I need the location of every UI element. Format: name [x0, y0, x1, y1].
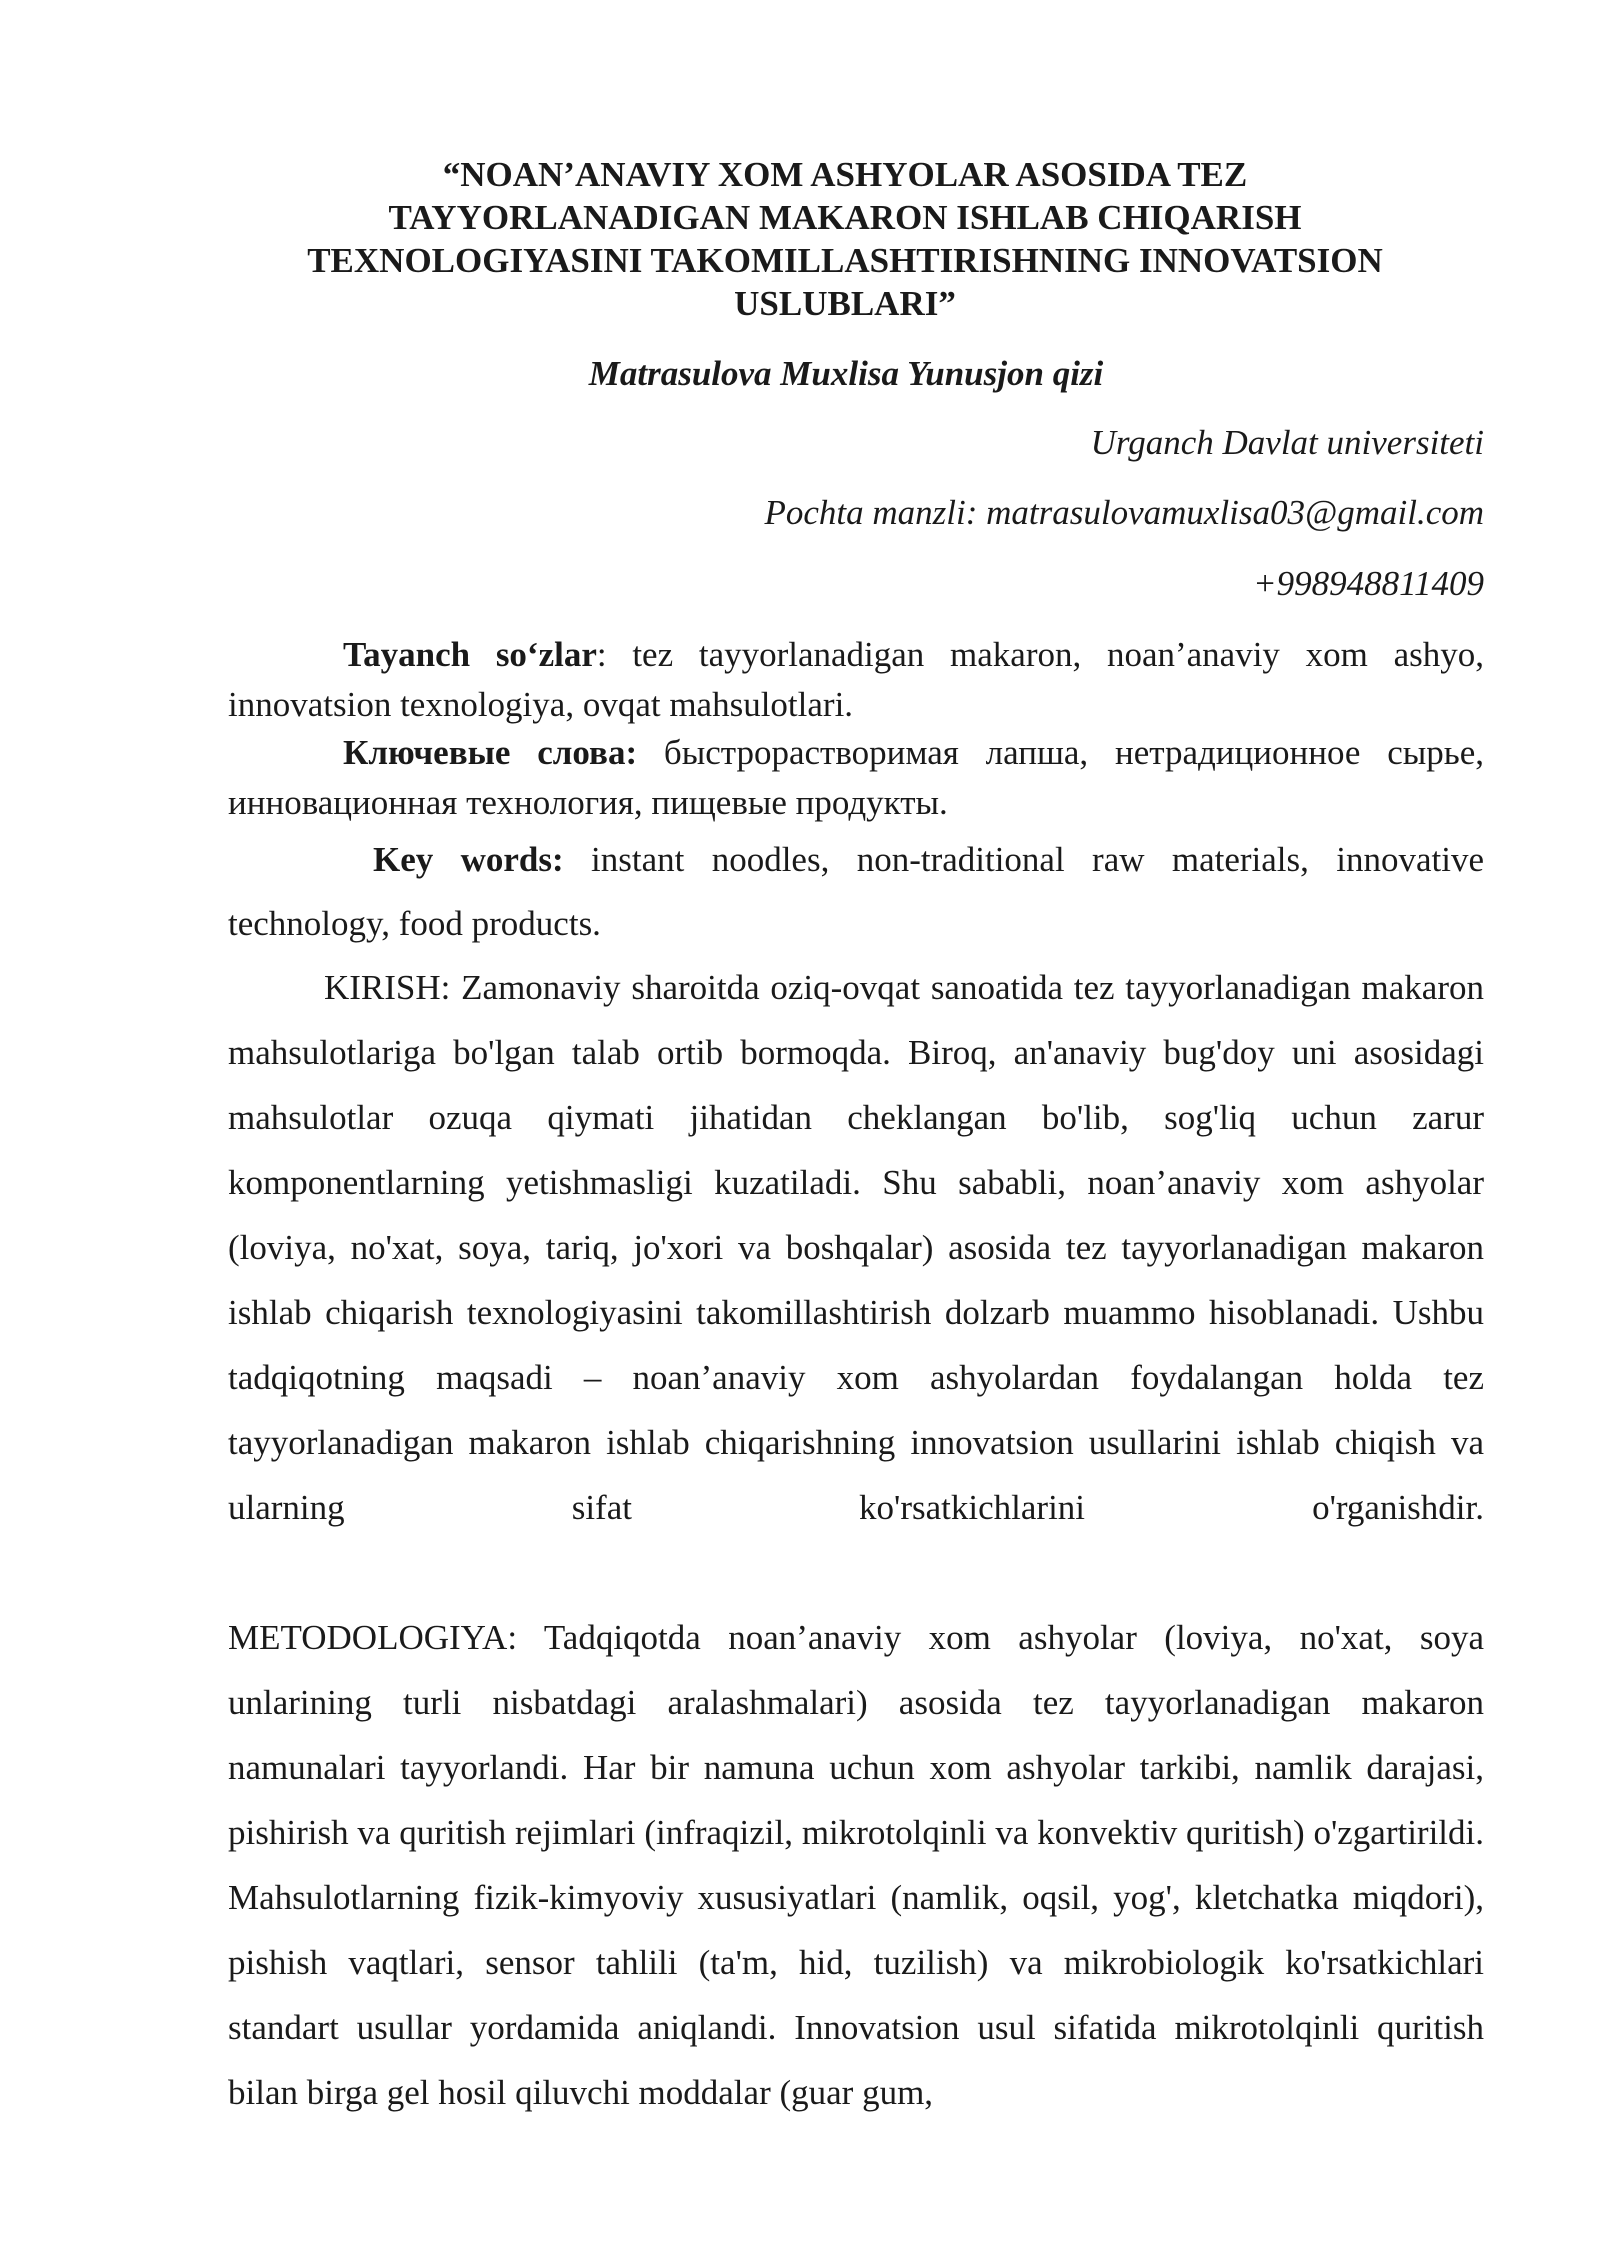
paper-title	[230, 153, 1460, 325]
keywords-english-label: Key words:	[373, 840, 564, 879]
title-line: “NOAN’ANAVIY XOM ASHYOLAR ASOSIDA TEZ	[442, 155, 1248, 194]
title-line: USLUBLARI”	[734, 284, 956, 323]
keywords-uzbek-text: : tez tayyorlanadigan makaron, noan’anaviy xom ashyo, innovatsion texnologiya, ovqat mahsulotlari.	[228, 635, 1484, 724]
methodology-paragraph: METODOLOGIYA: Tadqiqotda noan’anaviy xom ashyolar (loviya, no'xat, soya unlarining turli nisbatdagi aralashmalari) asosida tez tayyorlanadigan makaron namunalari tayyorlandi. Har bir namuna uchun xom ashyolar tarkibi, namlik darajasi, pishirish va quritish rejimlari (infraqizil, mikrotolqinli va konvektiv quritish) o'zgartirildi. Mahsulotlarning fizik-kimyoviy xususiyatlari (namlik, oqsil, yog', kletchatka miqdori), pishish vaqtlari, sensor tahlili (ta'm, hid, tuzilish) va mikrobiologik ko'rsatkichlari standart usullar yordamida aniqlandi. Innovatsion usul sifatida mikrotolqinli quritish bilan birga gel hosil qiluvchi moddalar (guar gum,	[228, 1618, 1484, 2112]
keywords-uzbek-label: Tayanch so‘zlar	[343, 635, 597, 674]
title-line: TAYYORLANADIGAN MAKARON ISHLAB CHIQARISH	[388, 198, 1302, 237]
phone-number: +998948811409	[1252, 564, 1484, 603]
keywords-english	[228, 828, 1484, 956]
title-line: TEXNOLOGIYASINI TAKOMILLASHTIRISHNING INNOVATSION	[307, 241, 1383, 280]
affiliation: Urganch Davlat universiteti	[1090, 423, 1484, 462]
introduction-paragraph: KIRISH: Zamonaviy sharoitda oziq-ovqat sanoatida tez tayyorlanadigan makaron mahsulotlariga bo'lgan talab ortib bormoqda. Biroq, an'anaviy bug'doy uni asosidagi mahsulotlar ozuqa qiymati jihatidan cheklangan bo'lib, sog'liq uchun zarur komponentlarning yetishmasligi kuzatiladi. Shu sababli, noan’anaviy xom ashyolar (loviya, no'xat, soya, tariq, jo'xori va boshqalar) asosida tez tayyorlanadigan makaron ishlab chiqarish texnologiyasini takomillashtirish dolzarb muammo hisoblanadi. Ushbu tadqiqotning maqsadi – noan’anaviy xom ashyolardan foydalangan holda tez tayyorlanadigan makaron ishlab chiqarishning innovatsion usullarini ishlab chiqish va ularning sifat ko'rsatkichlarini o'rganishdir.	[228, 968, 1484, 1527]
keywords-english-text: instant noodles, non-traditional raw materials, innovative technology, food products.	[228, 840, 1484, 943]
keywords-uzbek	[228, 630, 1484, 730]
keywords-russian-label: Ключевые слова:	[343, 733, 638, 772]
keywords-russian-text: быстрорастворимая лапша, нетрадиционное сырье, инновационная технология, пищевые продукты.	[228, 733, 1484, 822]
keywords-russian	[228, 728, 1484, 828]
author-name: Matrasulova Muxlisa Yunusjon qizi	[588, 354, 1104, 393]
email-line: Pochta manzli: matrasulovamuxlisa03@gmail.com	[764, 493, 1484, 532]
